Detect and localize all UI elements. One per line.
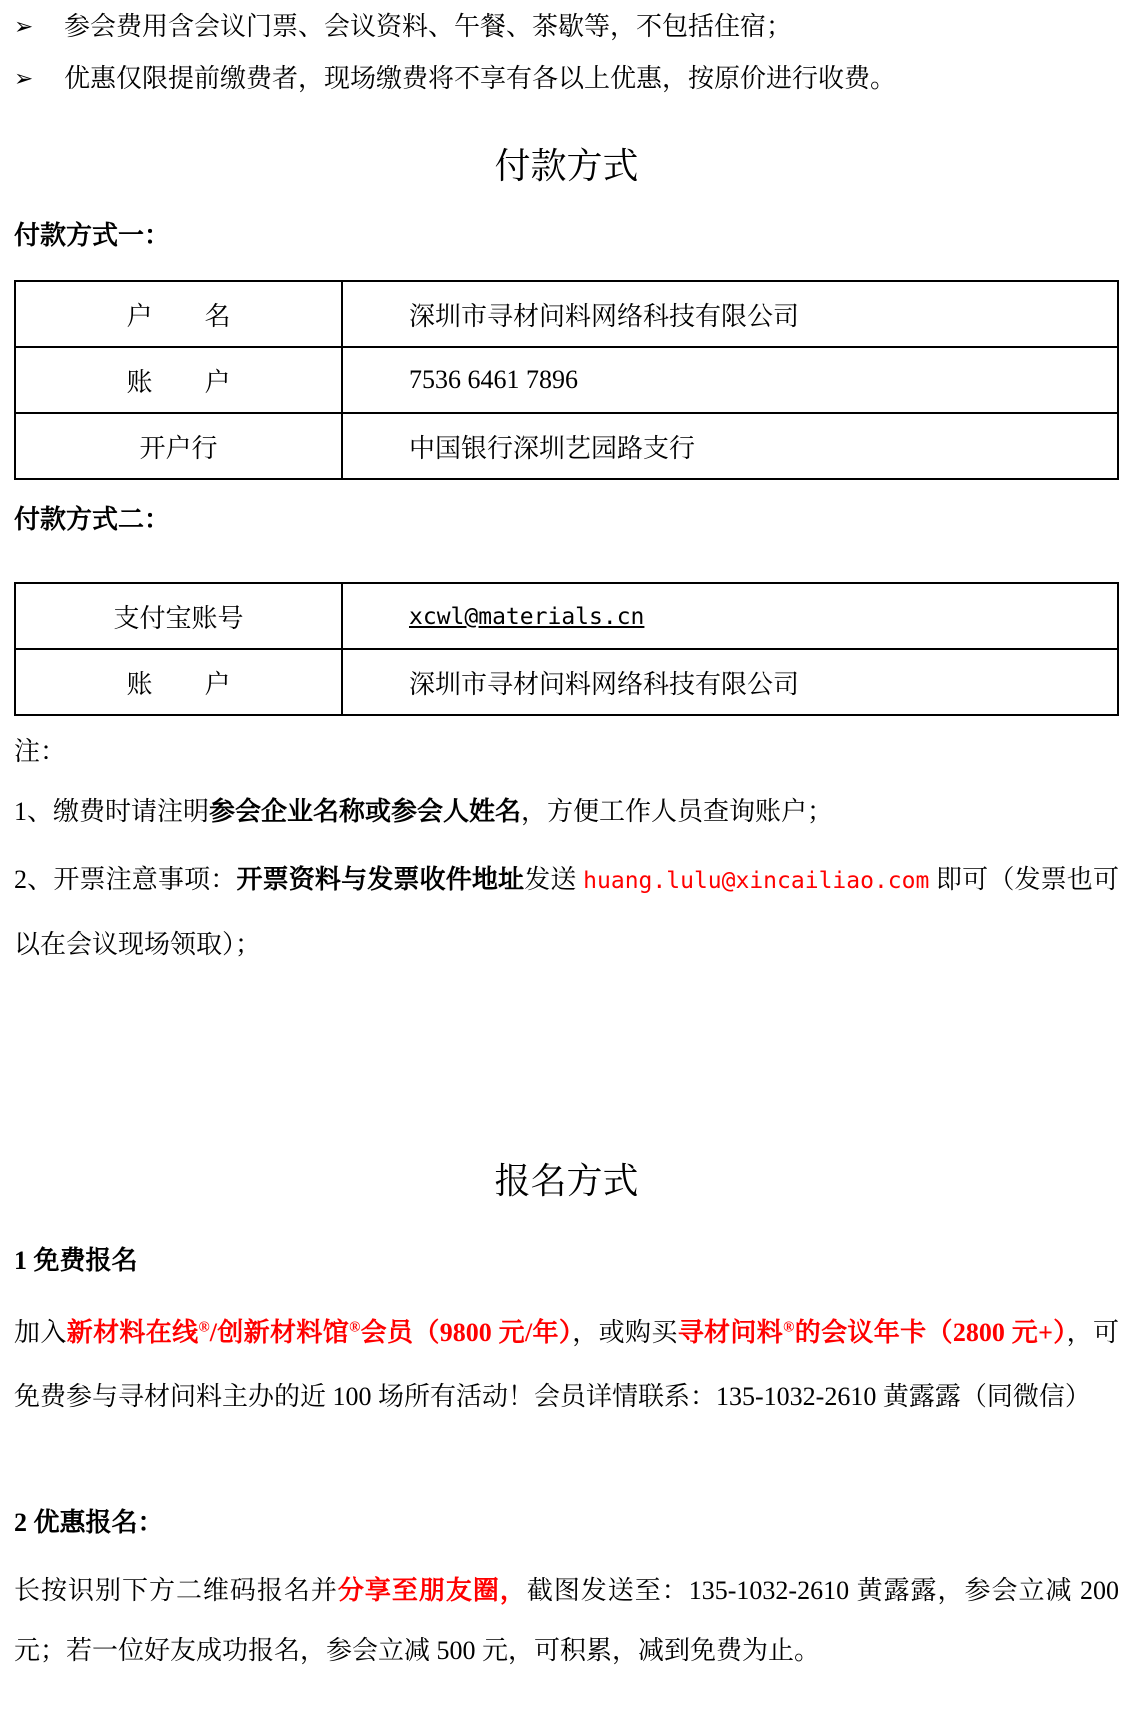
alipay-account-table: [14, 582, 1119, 716]
free-seg-member-price: 会员（9800 元/年）: [360, 1318, 573, 1347]
discount-seg-scan: 长按识别下方二维码报名并: [14, 1576, 338, 1605]
registered-trademark-icon: ®: [783, 1319, 795, 1336]
payment-method1-heading: 付款方式一：: [14, 221, 171, 250]
bullet-text-fees: 参会费用含会议门票、会议资料、午餐、茶歇等，不包括住宿；: [64, 12, 793, 41]
discount-registration-paragraph: [14, 1561, 1119, 1681]
table-row: [15, 583, 1118, 649]
alipay-email-link[interactable]: xcwl@materials.cn: [409, 604, 645, 630]
payment-section-title: 付款方式: [494, 146, 639, 186]
arrow-bullet-icon: ➢: [14, 14, 34, 39]
registration-section-title: 报名方式: [494, 1161, 639, 1201]
note-1: [14, 796, 1119, 828]
alipay-holder-label-cell: 账 户: [15, 649, 342, 715]
arrow-bullet-icon: ➢: [14, 66, 34, 91]
free-seg-brand2: /创新材料馆: [209, 1318, 350, 1347]
table-row: [15, 413, 1118, 479]
document-content: [14, 10, 1119, 1681]
account-number-value-cell: 7536 6461 7896: [342, 347, 1118, 413]
note-2-prefix: 2、开票注意事项：: [14, 865, 237, 894]
discount-registration-heading: 2 优惠报名：: [14, 1508, 164, 1537]
account-name-label-cell: 户 名: [15, 281, 342, 347]
account-number-label-cell: 账 户: [15, 347, 342, 413]
free-registration-heading: 1 免费报名: [14, 1246, 138, 1275]
note-1-suffix: ，方便工作人员查询账户；: [521, 797, 834, 826]
free-registration-paragraph: [14, 1301, 1119, 1429]
table-row: [15, 649, 1118, 715]
note-2-suffix: 即可（发票也可以在会议现场领取）；: [14, 865, 1119, 959]
free-seg-contact: ，可免费参与寻材问料主办的近 100 场所有活动！会员详情联系：135-1032-2610 黄露露（同微信）: [14, 1318, 1119, 1411]
invoice-email-link[interactable]: huang.lulu@xincailiao.com: [583, 868, 930, 894]
account-name-value-cell: 深圳市寻材问料网络科技有限公司: [342, 281, 1118, 347]
table-row: [15, 347, 1118, 413]
registered-trademark-icon: ®: [349, 1319, 361, 1336]
note-1-prefix: 1、缴费时请注明: [14, 797, 210, 826]
alipay-holder-value-cell: 深圳市寻材问料网络科技有限公司: [342, 649, 1118, 715]
free-seg-card-price: 的会议年卡（2800 元+）: [794, 1318, 1067, 1347]
free-seg-or: ，或购买: [572, 1318, 678, 1347]
table-row: [15, 281, 1118, 347]
notes-heading: 注：: [14, 737, 67, 766]
alipay-account-value-cell: [342, 583, 1118, 649]
note-1-bold: 参会企业名称或参会人姓名: [209, 797, 522, 826]
registered-trademark-icon: ®: [198, 1319, 210, 1336]
note-2-bold: 开票资料与发票收件地址: [236, 865, 525, 894]
bullet-item: [14, 62, 1119, 96]
bank-branch-label-cell: 开户行: [15, 413, 342, 479]
discount-seg-share: 分享至朋友圈，: [337, 1576, 527, 1605]
discount-seg-detail: 截图发送至：135-1032-2610 黄露露，参会立减 200 元；若一位好友成功报名，参会立减 500 元，可积累，减到免费为止。: [14, 1576, 1119, 1665]
note-2: [14, 848, 1119, 977]
bullet-item: [14, 10, 1119, 44]
free-seg-brand1: 新材料在线: [66, 1318, 199, 1347]
note-2-send: 发送: [524, 865, 584, 894]
free-seg-join: 加入: [14, 1318, 67, 1347]
bullet-text-discount-note: 优惠仅限提前缴费者，现场缴费将不享有各以上优惠，按原价进行收费。: [64, 64, 897, 93]
bank-branch-value-cell: 中国银行深圳艺园路支行: [342, 413, 1118, 479]
alipay-account-label-cell: 支付宝账号: [15, 583, 342, 649]
free-seg-brand3: 寻材问料: [677, 1318, 784, 1347]
payment-method2-heading: 付款方式二：: [14, 505, 171, 534]
bank-account-table: [14, 280, 1119, 480]
